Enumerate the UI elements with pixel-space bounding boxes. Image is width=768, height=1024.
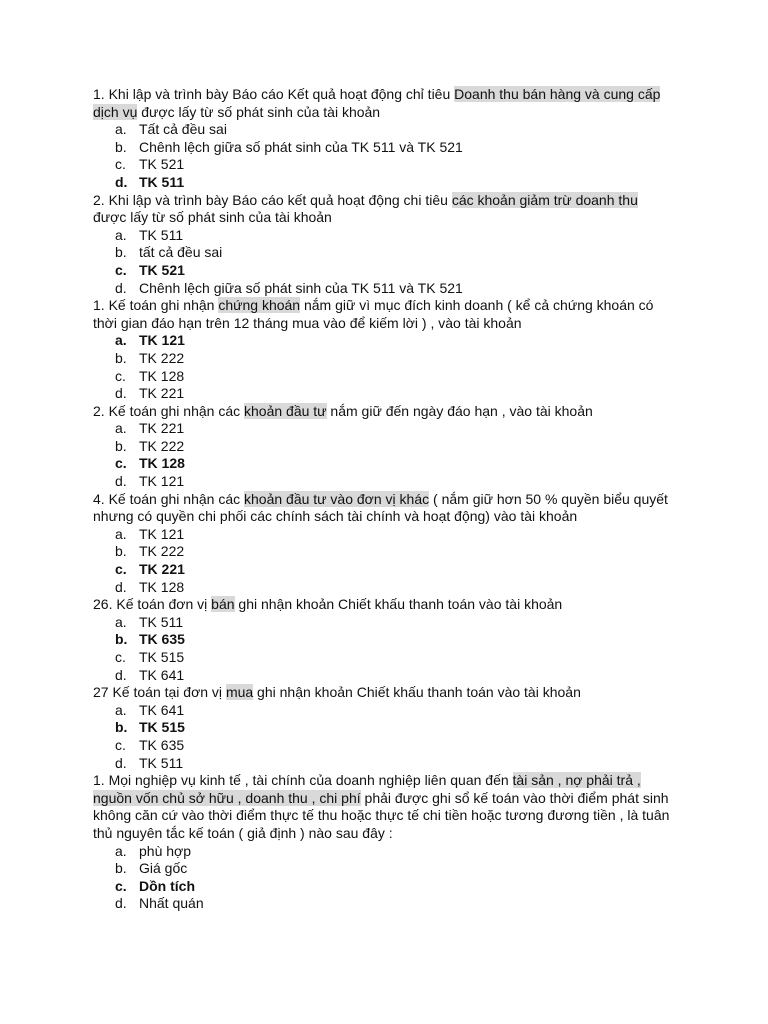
option-b: b. Giá gốc <box>115 860 188 877</box>
option-c-correct: c. TK 221 <box>115 561 185 578</box>
option-a: a. TK 641 <box>115 701 185 718</box>
option-d: d. TK 128 <box>115 578 185 595</box>
option-c-correct: c. Dồn tích <box>115 877 195 894</box>
option-b: b. TK 222 <box>115 543 185 560</box>
quiz-content <box>93 86 673 913</box>
option-b: b. tất cả đều sai <box>115 244 223 261</box>
highlighted-term: chứng khoán <box>218 297 301 314</box>
option-c: c. TK 635 <box>115 736 185 753</box>
options-list <box>93 121 673 191</box>
highlighted-term: mua <box>225 684 254 701</box>
options-list <box>93 332 673 402</box>
question-block <box>93 491 673 597</box>
question-text: 26. Kế toán đơn vị bán ghi nhận khoản Chiết khấu thanh toán vào tài khoản <box>93 596 563 613</box>
option-b: b. TK 222 <box>115 349 185 366</box>
option-c: c. TK 515 <box>115 649 185 665</box>
question-text: 4. Kế toán ghi nhận các khoản đầu tư vào đơn vị khác ( nắm giữ hơn 50 % quyền biểu quyết nhưng có quyền chi phối các chính sách tài chính và hoạt động) vào tài khoản <box>93 490 668 525</box>
question-block <box>93 596 673 684</box>
question-text: 1. Khi lập và trình bày Báo cáo Kết quả hoạt động chỉ tiêu Doanh thu bán hàng và cung cấp dịch vụ được lấy từ số phát sinh của tài khoản <box>93 86 661 120</box>
options-list <box>93 702 673 772</box>
option-b-correct: b. TK 635 <box>115 631 185 648</box>
option-b: b. Chênh lệch giữa số phát sinh của TK 511 và TK 521 <box>115 138 463 155</box>
option-d: d. Chênh lệch giữa số phát sinh của TK 511 và TK 521 <box>115 279 463 296</box>
question-text: 2. Khi lập và trình bày Báo cáo kết quả hoạt động chi tiêu các khoản giảm trừ doanh thu được lấy từ số phát sinh của tài khoản <box>93 191 638 226</box>
highlighted-term: khoản đầu tư <box>244 402 327 419</box>
option-d: d. TK 511 <box>115 754 184 771</box>
option-a: a. Tất cả đều sai <box>115 121 227 138</box>
highlighted-term: khoản đầu tư vào đơn vị khác <box>244 490 430 507</box>
highlighted-term: bán <box>211 596 235 613</box>
option-a: a. phù hợp <box>115 842 192 859</box>
option-b-correct: b. TK 515 <box>115 719 185 736</box>
option-a: a. TK 121 <box>115 525 185 542</box>
options-list <box>93 526 673 596</box>
question-block <box>93 403 673 491</box>
question-block <box>93 297 673 403</box>
options-list <box>93 614 673 684</box>
options-list <box>93 420 673 490</box>
option-a: a. TK 511 <box>115 613 184 630</box>
option-d: d. Nhất quán <box>115 895 204 912</box>
option-c: c. TK 521 <box>115 156 185 173</box>
option-c-correct: c. TK 128 <box>115 455 185 472</box>
options-list <box>93 227 673 297</box>
question-block <box>93 86 673 192</box>
question-block <box>93 192 673 298</box>
option-b: b. TK 222 <box>115 437 185 454</box>
option-a-correct: a. TK 121 <box>115 332 185 349</box>
options-list <box>93 843 673 913</box>
question-text: 2. Kế toán ghi nhận các khoản đầu tư nắm giữ đến ngày đáo hạn , vào tài khoản <box>93 402 593 419</box>
option-a: a. TK 511 <box>115 226 184 243</box>
option-c-correct: c. TK 521 <box>115 261 185 278</box>
question-text: 1. Kế toán ghi nhận chứng khoán nắm giữ vì mục đích kinh doanh ( kể cả chứng khoán có thời gian đáo hạn trên 12 tháng mua vào để kiếm lời ) , vào tài khoản <box>93 297 654 331</box>
option-d-correct: d. TK 511 <box>115 173 185 190</box>
option-a: a. TK 221 <box>115 420 185 437</box>
option-d: d. TK 221 <box>115 385 185 402</box>
option-c: c. TK 128 <box>115 367 185 384</box>
highlighted-term: các khoản giảm trừ doanh thu <box>451 191 638 208</box>
question-block <box>93 684 673 772</box>
question-text: 27 Kế toán tại đơn vị mua ghi nhận khoản Chiết khấu thanh toán vào tài khoản <box>93 684 581 701</box>
option-d: d. TK 641 <box>115 666 185 683</box>
question-block <box>93 772 673 913</box>
highlighted-term: tài sản , nợ phải trả , nguồn vốn chủ sở hữu , doanh thu , chi phí <box>93 772 641 806</box>
option-d: d. TK 121 <box>115 473 185 490</box>
highlighted-term: Doanh thu bán hàng và cung cấp dịch vụ <box>93 86 661 120</box>
question-text: 1. Mọi nghiệp vụ kinh tế , tài chính của doanh nghiệp liên quan đến tài sản , nợ phải trả , nguồn vốn chủ sở hữu , doanh thu , chi phí phải được ghi sổ kế toán vào thời điểm phát sinh không căn cứ vào thời điểm thực tế thu hoặc thực tế chi tiền hoặc tương đương tiền , là tuân thủ nguyên tắc kế toán ( giả định ) nào sau đây : <box>93 772 670 841</box>
